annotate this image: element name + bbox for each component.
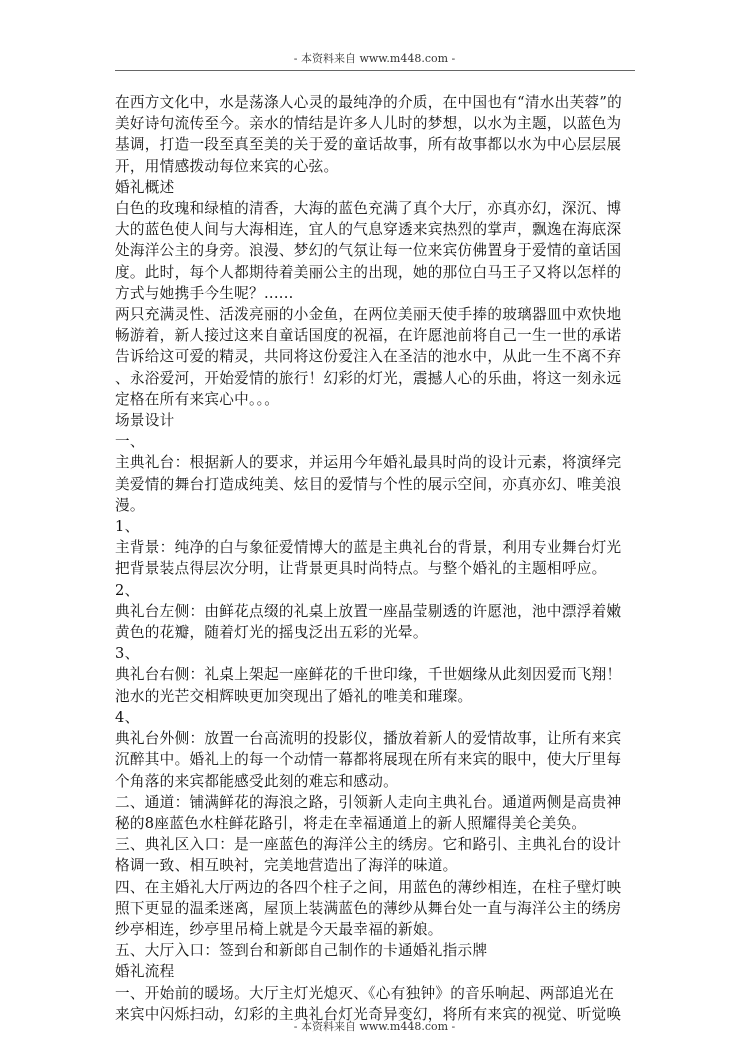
- text-line: 度。此时，每个人都期待着美丽公主的出现，她的那位白马王子又将以怎样的: [115, 263, 622, 281]
- text-line: 告诉给这可爱的精灵，共同将这份爱注入在圣洁的池水中，从此一生不离不弃: [115, 348, 622, 366]
- text-line: 在西方文化中，水是荡涤人心灵的最纯净的介质，在中国也有“清水出芙蓉”的: [115, 94, 623, 111]
- text-line: 典礼台外侧：放置一台高流明的投影仪，播放着新人的爱情故事，让所有来宾: [115, 730, 622, 748]
- text-line: 白色的玫瑰和绿植的清香，大海的蓝色充满了真个大厅，亦真亦幻，深沉、博: [115, 200, 622, 218]
- text-line: 个角落的来宾都能感受此刻的难忘和感动。: [115, 772, 398, 790]
- text-line: 一、开始前的暖场。大厅主灯光熄灭、《心有独钟》的音乐响起、两部追光在: [115, 984, 615, 1002]
- text-line: 典礼台右侧：礼桌上架起一座鲜花的千世印缘，千世姻缘从此刻因爱而飞翔！: [115, 666, 622, 684]
- text-line: 方式与她携手今生呢？......: [115, 284, 294, 302]
- text-line: 四、在主婚礼大厅两边的各四个柱子之间，用蓝色的薄纱相连，在柱子壁灯映: [115, 878, 622, 896]
- document-body: [115, 92, 635, 1025]
- text-line: 两只充满灵性、活泼亮丽的小金鱼，在两位美丽天使手捧的玻璃器皿中欢快地: [115, 306, 622, 324]
- text-line: 三、典礼区入口：是一座蓝色的海洋公主的绣房。它和路引、主典礼台的设计: [115, 836, 622, 854]
- text-line: 五、大厅入口：签到台和新郎自己制作的卡通婚礼指示牌: [115, 942, 488, 960]
- text-line: 黄色的花瓣，随着灯光的摇曳泛出五彩的光晕。: [115, 624, 428, 642]
- text-line: 4、: [115, 708, 140, 726]
- text-line: 二、通道：铺满鲜花的海浪之路，引领新人走向主典礼台。通道两侧是高贵神: [115, 793, 622, 811]
- text-line: 处海洋公主的身旁。浪漫、梦幻的气氛让每一位来宾仿佛置身于爱情的童话国: [115, 242, 622, 260]
- text-line: 池水的光芒交相辉映更加突现出了婚礼的唯美和璀璨。: [115, 687, 473, 705]
- text-line: 一、: [115, 433, 145, 451]
- text-line: 3、: [115, 645, 140, 663]
- text-line: 、永浴爱河，开始爱情的旅行！幻彩的灯光，震撼人心的乐曲，将这一刻永远: [115, 369, 622, 387]
- text-line: 格调一致、相互映衬，完美地营造出了海洋的味道。: [115, 857, 458, 875]
- text-line: 2、: [115, 581, 140, 599]
- text-line: 来宾中闪烁扫动，幻彩的主典礼台灯光奇异变幻，将所有来宾的视觉、听觉唤: [115, 1005, 622, 1023]
- header-divider: [115, 70, 635, 71]
- text-line: 婚礼流程: [115, 963, 175, 981]
- text-line: 典礼台左侧：由鲜花点缀的礼桌上放置一座晶莹剔透的许愿池，池中漂浮着嫩: [115, 602, 622, 620]
- text-line: 照下更显的温柔迷离，屋顶上装满蓝色的薄纱从舞台处一直与海洋公主的绣房: [115, 899, 622, 917]
- text-line: 定格在所有来宾心中。。。: [115, 390, 280, 408]
- text-line: 婚礼概述: [115, 178, 175, 196]
- page-footer: - 本资料来自 www.m448.com -: [293, 1020, 456, 1033]
- text-line: 1、: [115, 518, 140, 536]
- text-line: 沉醉其中。婚礼上的每一个动情一幕都将展现在所有来宾的眼中，使大厅里每: [115, 751, 622, 769]
- text-line: 美好诗句流传至今。亲水的情结是许多人儿时的梦想，以水为主题，以蓝色为: [115, 115, 622, 133]
- text-line: 畅游着，新人接过这来自童话国度的祝福，在许愿池前将自己一生一世的承诺: [115, 327, 622, 345]
- text-line: 秘的8座蓝色水柱鲜花路引，将走在幸福通道上的新人照耀得美仑美奂。: [115, 814, 587, 832]
- text-line: 场景设计: [115, 412, 175, 430]
- text-line: 基调，打造一段至真至美的关于爱的童话故事，所有故事都以水为中心层层展: [115, 136, 622, 154]
- text-line: 美爱情的舞台打造成纯美、炫目的爱情与个性的展示空间，亦真亦幻、唯美浪: [115, 475, 622, 493]
- text-line: 主典礼台：根据新人的要求，并运用今年婚礼最具时尚的设计元素，将演绎完: [115, 454, 622, 472]
- text-line: 开，用情感拨动每位来宾的心弦。: [115, 157, 339, 175]
- text-line: 主背景：纯净的白与象征爱情博大的蓝是主典礼台的背景，利用专业舞台灯光: [115, 539, 622, 557]
- text-line: 纱亭相连，纱亭里吊椅上就是今天最幸福的新娘。: [115, 920, 443, 938]
- text-line: 大的蓝色使人间与大海相连，宜人的气息穿透来宾热烈的掌声，飘逸在海底深: [115, 221, 622, 239]
- text-line: 漫。: [115, 496, 145, 514]
- page-header: - 本资料来自 www.m448.com -: [293, 52, 456, 65]
- text-line: 把背景装点得层次分明，让背景更具时尚特点。与整个婚礼的主题相呼应。: [115, 560, 607, 578]
